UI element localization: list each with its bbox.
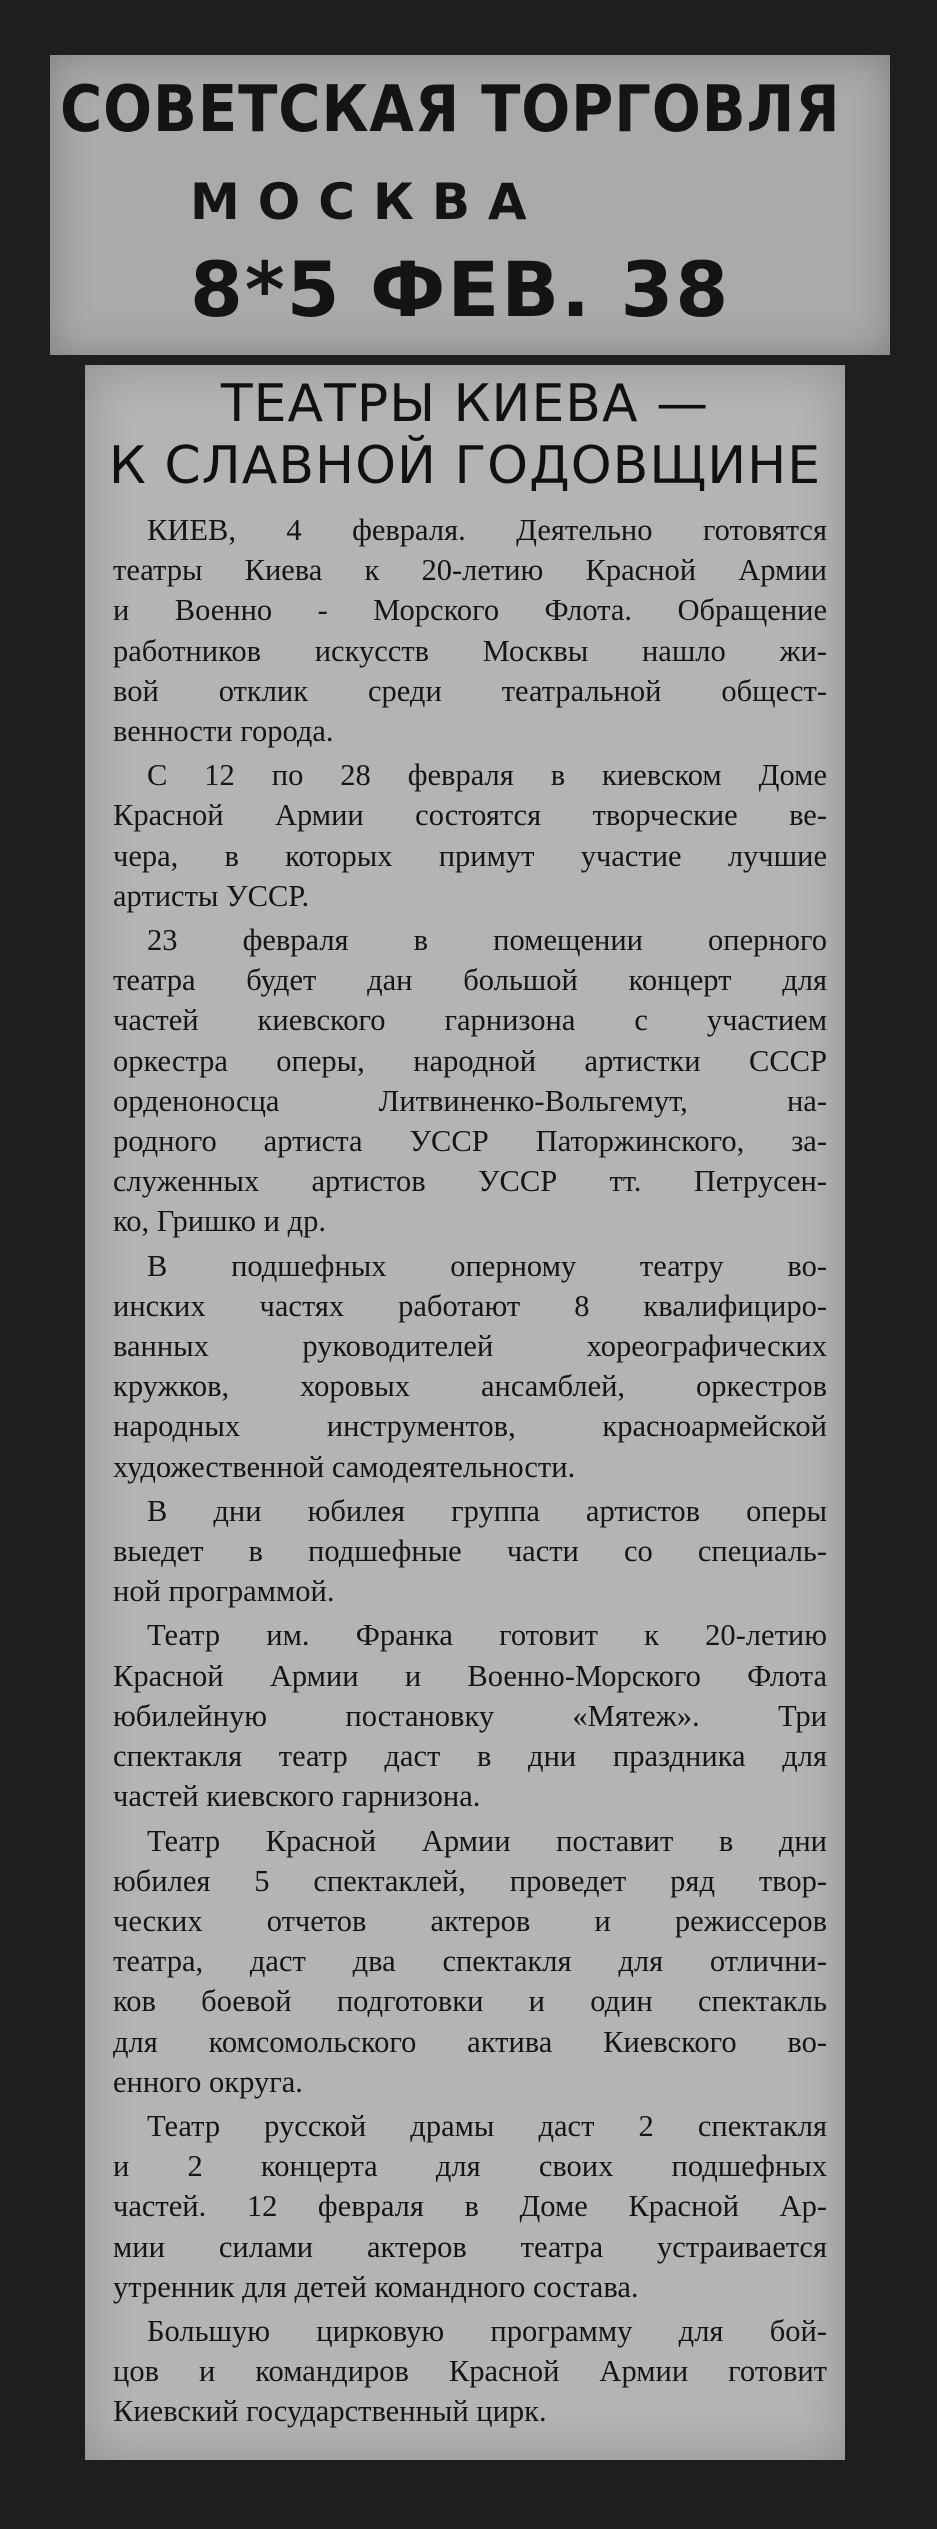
stamp-city: МОСКВА xyxy=(190,173,545,231)
article-line: для комсомольского актива Киевского во- xyxy=(113,2024,827,2059)
article-paragraph xyxy=(113,510,827,751)
article-line: чера, в которых примут участие лучшие xyxy=(113,838,827,873)
article-line: работников искусств Москвы нашло жи- xyxy=(113,633,827,668)
article-line: народных инструментов, красноармейской xyxy=(113,1409,827,1444)
article-line: венности города. xyxy=(113,714,334,749)
article-line: частей киевского гарнизона. xyxy=(113,1779,481,1814)
article-line: ков боевой подготовки и один спектакль xyxy=(113,1984,827,2019)
article-paragraph xyxy=(113,920,827,1242)
article-line: юбилея 5 спектаклей, проведет ряд твор- xyxy=(113,1863,827,1898)
article-line: ванных руководителей хореографических xyxy=(113,1329,827,1364)
stamp-publication: СОВЕТСКАЯ ТОРГОВЛЯ xyxy=(60,73,841,147)
newspaper-stamp xyxy=(50,55,890,355)
article-line: и Военно - Морского Флота. Обращение xyxy=(113,593,827,628)
article-paragraph xyxy=(113,2311,827,2432)
article-line: Красной Армии и Военно-Морского Флота xyxy=(113,1658,827,1693)
newspaper-clipping xyxy=(85,365,845,2460)
article-line: родного артиста УССР Паторжинского, за- xyxy=(113,1124,827,1159)
headline-line-1: ТЕАТРЫ КИЕВА — xyxy=(220,374,710,434)
article-line: цов и командиров Красной Армии готовит xyxy=(113,2354,827,2389)
article-line: театра будет дан большой концерт для xyxy=(113,963,827,998)
article-headline xyxy=(85,373,845,497)
article-line: и 2 концерта для своих подшефных xyxy=(113,2149,827,2184)
article-line: частей киевского гарнизона с участием xyxy=(113,1003,827,1038)
article-line: выедет в подшефные части со специаль- xyxy=(113,1534,827,1569)
article-line: утренник для детей командного состава. xyxy=(113,2269,639,2304)
stamp-date: 8*5 ФЕВ. 38 xyxy=(190,245,731,334)
article-line: артисты УССР. xyxy=(113,878,310,913)
article-line: Театр им. Франка готовит к 20-летию xyxy=(147,1618,827,1653)
article-paragraph xyxy=(113,1615,827,1816)
article-line: орденоносца Литвиненко-Вольгемут, на- xyxy=(113,1083,827,1118)
article-line: инских частях работают 8 квалифициро- xyxy=(113,1288,827,1323)
article-line: ческих отчетов актеров и режиссеров xyxy=(113,1903,827,1938)
article-line: ной программой. xyxy=(113,1574,335,1609)
article-line: оркестра оперы, народной артистки СССР xyxy=(113,1043,827,1078)
article-paragraph xyxy=(113,1491,827,1612)
article-paragraph xyxy=(113,755,827,916)
article-body xyxy=(113,510,827,2436)
article-line: спектакля театр даст в дни праздника для xyxy=(113,1739,827,1774)
article-line: КИЕВ, 4 февраля. Деятельно готовятся xyxy=(147,513,827,547)
article-line: Театр Красной Армии поставит в дни xyxy=(147,1823,827,1858)
article-line: енного округа. xyxy=(113,2064,303,2099)
article-line: Киевский государственный цирк. xyxy=(113,2394,547,2429)
article-line: В подшефных оперному театру во- xyxy=(147,1248,827,1283)
article-line: художественной самодеятельности. xyxy=(113,1449,576,1484)
article-line: Большую цирковую программу для бой- xyxy=(147,2313,827,2348)
article-line: театра, даст два спектакля для отлични- xyxy=(113,1944,827,1979)
article-line: юбилейную постановку «Мятеж». Три xyxy=(113,1698,827,1733)
article-line: кружков, хоровых ансамблей, оркестров xyxy=(113,1369,827,1404)
article-line: частей. 12 февраля в Доме Красной Ар- xyxy=(113,2189,827,2224)
article-line: Красной Армии состоятся творческие ве- xyxy=(113,798,827,833)
article-paragraph xyxy=(113,1246,827,1487)
article-line: ко, Гришко и др. xyxy=(113,1204,327,1239)
headline-line-2: К СЛАВНОЙ ГОДОВЩИНЕ xyxy=(108,436,822,496)
article-line: театры Киева к 20-летию Красной Армии xyxy=(113,553,827,588)
article-paragraph xyxy=(113,2106,827,2307)
article-line: вой отклик среди театральной общест- xyxy=(113,673,827,708)
article-line: мии силами актеров театра устраивается xyxy=(113,2229,827,2264)
article-line: С 12 по 28 февраля в киевском Доме xyxy=(147,758,827,793)
article-line: 23 февраля в помещении оперного xyxy=(147,923,827,958)
article-line: Театр русской драмы даст 2 спектакля xyxy=(147,2108,827,2143)
article-line: служенных артистов УССР тт. Петрусен- xyxy=(113,1164,827,1199)
article-line: В дни юбилея группа артистов оперы xyxy=(147,1493,827,1528)
article-paragraph xyxy=(113,1821,827,2102)
